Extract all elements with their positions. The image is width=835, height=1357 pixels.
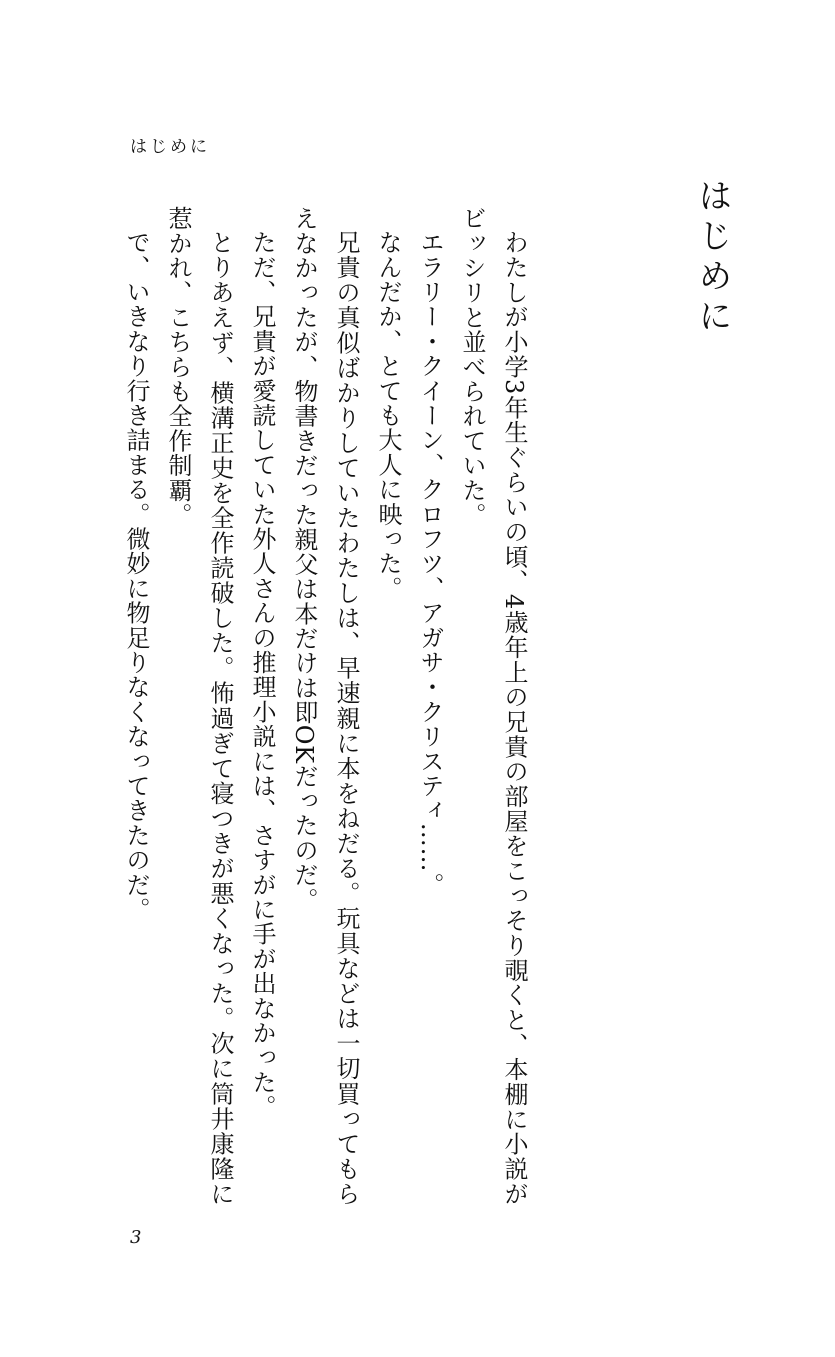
paragraph: ただ、兄貴が愛読していた外人さんの推理小説には、さすがに手が出なかった。 xyxy=(248,230,276,1120)
paragraph: わたしが小学3年生ぐらいの頃、4歳年上の兄貴の部屋をこっそり覗くと、本棚に小説がビッシリと並べられていた。 xyxy=(458,206,528,1206)
paragraph: なんだか、とても大人に映った。 xyxy=(374,230,402,601)
paragraph: エラリー・クイーン、クロフツ、アガサ・クリスティ……。 xyxy=(416,230,444,897)
running-head: はじめに xyxy=(130,137,210,157)
paragraph: とりあえず、横溝正史を全作読破した。怖過ぎて寝つきが悪くなった。次に筒井康隆に惹かれ、こちらも全作制覇。 xyxy=(164,206,234,1206)
paragraph: で、いきなり行き詰まる。微妙に物足りなくなってきたのだ。 xyxy=(122,230,150,922)
paragraph: 兄貴の真似ばかりしていたわたしは、早速親に本をねだる。玩具などは一切買ってもらえなかったが、物書きだった親父は本だけは即OKだったのだ。 xyxy=(290,206,360,1206)
page-number: 3 xyxy=(130,1227,142,1248)
body-text xyxy=(115,206,535,1206)
chapter-title: はじめに xyxy=(692,178,732,338)
